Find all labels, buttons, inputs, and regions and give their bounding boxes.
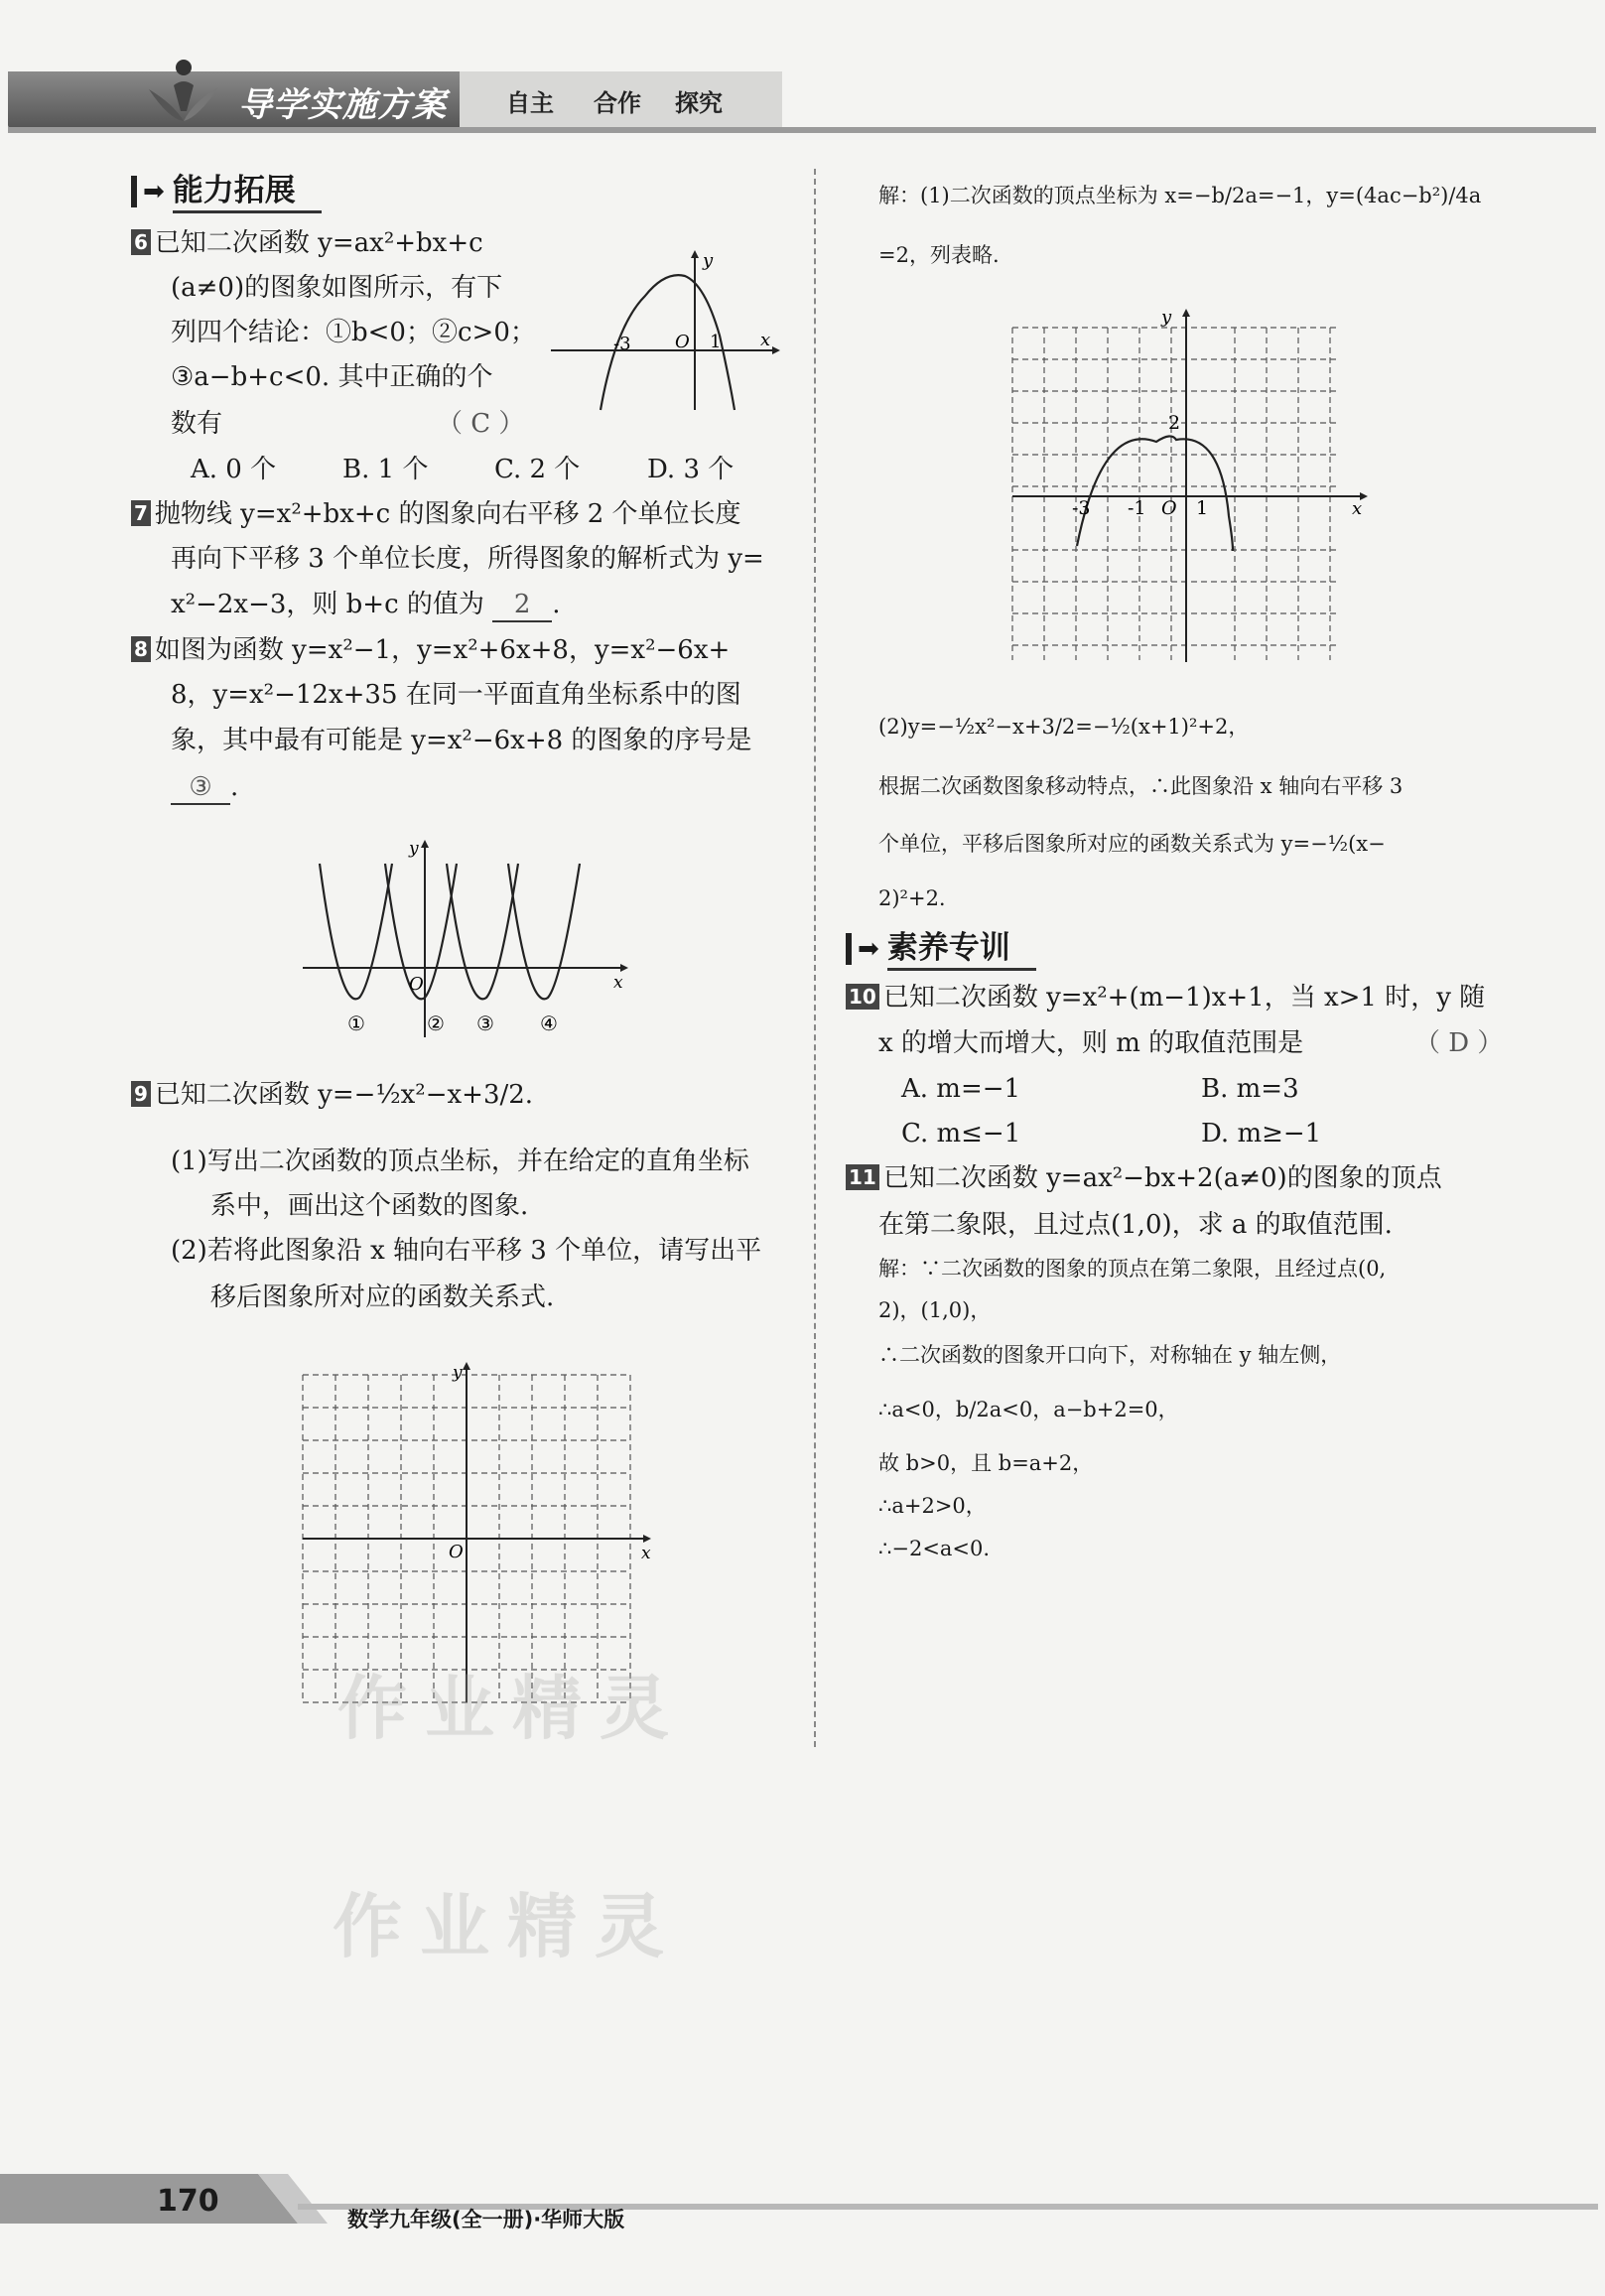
q8-label-3: ③	[476, 1012, 494, 1035]
q11-sol-line4: ∴a<0，b/2a<0，a−b+2=0，	[878, 1398, 1179, 1421]
sol9-line3: (2)y=−½x²−x+3/2=−½(x+1)²+2，	[878, 715, 1250, 739]
q8-label-o: O	[409, 974, 424, 995]
page-number: 170	[157, 2184, 219, 2219]
q10-answer: （ D ）	[1414, 1028, 1504, 1058]
watermark-1: 作业精灵	[337, 1668, 687, 1749]
sol9-grid-graph	[1003, 303, 1380, 670]
sol9-label-m1: -1	[1128, 497, 1146, 519]
section-title-ability: ➡ 能力拓展	[131, 169, 322, 214]
sol9-line6: 2)²+2.	[878, 886, 946, 910]
q10-line2: x 的增大而增大，则 m 的取值范围是	[878, 1028, 1304, 1058]
q9-part1-line1: (1)写出二次函数的顶点坐标，并在给定的直角坐标	[171, 1147, 749, 1176]
sol9-parabola	[1077, 436, 1233, 551]
q8-parabola-3	[447, 864, 518, 999]
sol9-label-x: x	[1352, 498, 1363, 519]
q8-line2: 8，y=x²−12x+35 在同一平面直角坐标系中的图	[171, 680, 741, 710]
q8-label-1: ①	[347, 1012, 365, 1035]
q8-parabola-1	[320, 864, 392, 999]
q10-option-b: B. m=3	[1201, 1074, 1299, 1104]
q6-option-a: A. 0 个	[191, 455, 277, 484]
q11-sol-line7: ∴−2<a<0.	[878, 1537, 991, 1560]
q11-sol-line5: 故 b>0，且 b=a+2，	[878, 1451, 1094, 1475]
header-tag-1: 自主	[506, 89, 554, 117]
q6-label-m3: -3	[613, 334, 631, 354]
column-divider	[814, 169, 816, 1747]
q6-graph	[546, 246, 784, 415]
q9-grid-label-x: x	[641, 1544, 651, 1563]
q6-option-c: C. 2 个	[494, 455, 581, 484]
q9-grid-label-y: y	[453, 1363, 463, 1383]
q6-option-d: D. 3 个	[647, 455, 735, 484]
q6-answer: （ C ）	[437, 409, 525, 439]
q6-label-x: x	[760, 330, 771, 350]
sol9-line1: 解：(1)二次函数的顶点坐标为 x=−b/2a=−1，y=(4ac−b²)/4a	[878, 184, 1482, 207]
q9-grid-label-o: O	[449, 1542, 464, 1562]
q6-line3: 列四个结论：①b<0；②c>0；	[171, 318, 536, 347]
q8-label-2: ②	[427, 1012, 445, 1035]
sol9-label-m3: -3	[1072, 497, 1091, 519]
sol9-line4: 根据二次函数图象移动特点，∴此图象沿 x 轴向右平移 3	[878, 774, 1404, 798]
q7-line2: 再向下平移 3 个单位长度，所得图象的解析式为 y=	[171, 544, 764, 574]
q6-label-y: y	[703, 250, 714, 271]
header-tag-2: 合作	[594, 89, 641, 117]
q8-label-4: ④	[540, 1012, 558, 1035]
q6-line2: (a≠0)的图象如图所示，有下	[171, 273, 503, 303]
sol9-line2: =2，列表略.	[878, 243, 1000, 267]
q11-sol-line1: 解：∵二次函数的图象的顶点在第二象限，且经过点(0,	[878, 1257, 1387, 1281]
q8-line3: 象，其中最有可能是 y=x²−6x+8 的图象的序号是	[171, 726, 752, 755]
footer-band	[0, 2164, 1605, 2224]
q8-graph	[298, 834, 635, 1042]
q9-part2-line1: (2)若将此图象沿 x 轴向右平移 3 个单位，请写出平	[171, 1236, 762, 1266]
q9-part1-line2: 系中，画出这个函数的图象.	[210, 1191, 529, 1221]
q6-option-b: B. 1 个	[342, 455, 429, 484]
q11-sol-line6: ∴a+2>0，	[878, 1494, 987, 1518]
watermark-2: 作业精灵	[333, 1886, 682, 1967]
header-rule	[8, 127, 1596, 133]
q11-line2: 在第二象限，且过点(1,0)，求 a 的取值范围.	[878, 1210, 1393, 1240]
q7-line1: 7 抛物线 y=x²+bx+c 的图象向右平移 2 个单位长度	[131, 499, 741, 530]
q8-line1: 8 如图为函数 y=x²−1，y=x²+6x+8，y=x²−6x+	[131, 635, 730, 666]
q7-line3: x²−2x−3，则 b+c 的值为 2 .	[171, 590, 560, 622]
q10-option-d: D. m≥−1	[1201, 1119, 1322, 1148]
q6-line4: ③a−b+c<0. 其中正确的个	[171, 362, 493, 392]
q10-option-c: C. m≤−1	[901, 1119, 1021, 1148]
logo-icon	[139, 50, 228, 129]
sol9-label-2: 2	[1168, 412, 1181, 434]
q10-option-a: A. m=−1	[901, 1074, 1021, 1104]
q8-parabola-4	[508, 864, 580, 999]
q6-line1: 6 已知二次函数 y=ax²+bx+c	[131, 228, 483, 259]
sol9-label-y: y	[1161, 307, 1172, 328]
section-title-literacy: ➡ 素养专训	[846, 926, 1036, 972]
header-tag-3: 探究	[675, 89, 723, 117]
q6-label-o: O	[675, 332, 690, 352]
arrow-icon-2: ➡	[858, 934, 879, 964]
sol9-label-o: O	[1161, 497, 1177, 519]
q7-answer: 2	[492, 590, 552, 622]
q6-label-1: 1	[710, 332, 722, 352]
book-title: 数学九年级(全一册)·华师大版	[347, 2208, 625, 2231]
arrow-icon: ➡	[143, 177, 165, 206]
sol9-line5: 个单位，平移后图象所对应的函数关系式为 y=−½(x−	[878, 832, 1386, 856]
q9-part2-line2: 移后图象所对应的函数关系式.	[210, 1283, 555, 1312]
q11-sol-line2: 2)，(1,0)，	[878, 1298, 992, 1322]
q8-label-y: y	[409, 839, 419, 859]
q11-sol-line3: ∴二次函数的图象开口向下，对称轴在 y 轴左侧，	[878, 1343, 1342, 1367]
q9-stem: 9 已知二次函数 y=−½x²−x+3/2.	[131, 1080, 533, 1111]
q8-answer: ③	[171, 772, 230, 805]
q8-label-x: x	[613, 973, 623, 993]
header-title: 导学实施方案	[238, 85, 447, 125]
q6-line5: 数有	[171, 409, 223, 439]
sol9-label-1: 1	[1196, 497, 1209, 519]
q10-line1: 10 已知二次函数 y=x²+(m−1)x+1，当 x>1 时，y 随	[846, 983, 1485, 1013]
q8-line4: ③ .	[171, 772, 238, 805]
q11-line1: 11 已知二次函数 y=ax²−bx+2(a≠0)的图象的顶点	[846, 1163, 1442, 1194]
